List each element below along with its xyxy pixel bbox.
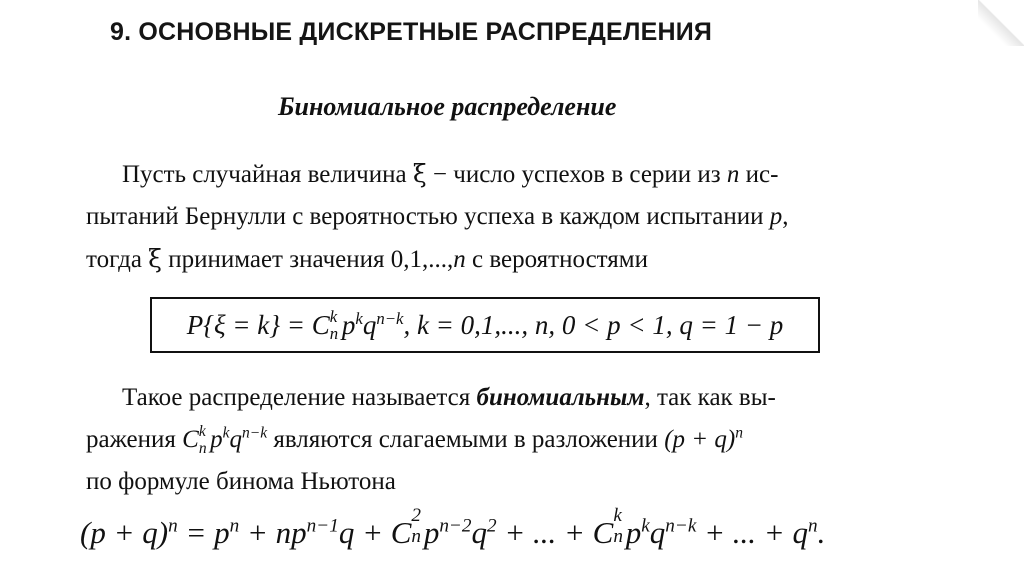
paragraph2-line3: по формуле бинома Ньютона [86,468,396,495]
definition-paragraph [86,153,900,281]
paragraph2-line2: ражения C k n $p^kq^{n-k}$ являются слагаемыми в разложении $(p + q)^n$ [86,423,743,457]
paragraph2-line1: Такое распределение называется биномиальным, так как вы- [122,384,776,411]
highlighted-term: биномиальным [476,384,645,411]
paragraph1-line3: тогда ξ принимает значения 0,1,...,n с вероятностями [86,244,648,273]
paragraph1-line1: Пусть случайная величина ξ − число успехов в серии из n ис- [122,159,779,188]
slide-title: 9. ОСНОВНЫЕ ДИСКРЕТНЫЕ РАСПРЕДЕЛЕНИЯ [110,18,713,46]
paragraph1-line2: пытаний Бернулли с вероятностью успеха в каждом испытании p, [86,203,789,230]
page-curl-decoration [978,0,1024,46]
binomial-probability-formula-box: P{ξ = k} = C k n $p^kq^{n-k}$, k = 0,1,..., n, 0 < p < 1, q = 1 − p [150,297,820,353]
section-subtitle: Биномиальное распределение [278,92,617,121]
explanation-paragraph [86,377,900,503]
newton-binomial-formula: $(p + q)^n = p^n + np^{n-1}q + C$ 2 n $p^{n-2}q^2$ + ... + C k n $p^kq^{n-k}$ + ... + $q^n$. [80,505,826,550]
